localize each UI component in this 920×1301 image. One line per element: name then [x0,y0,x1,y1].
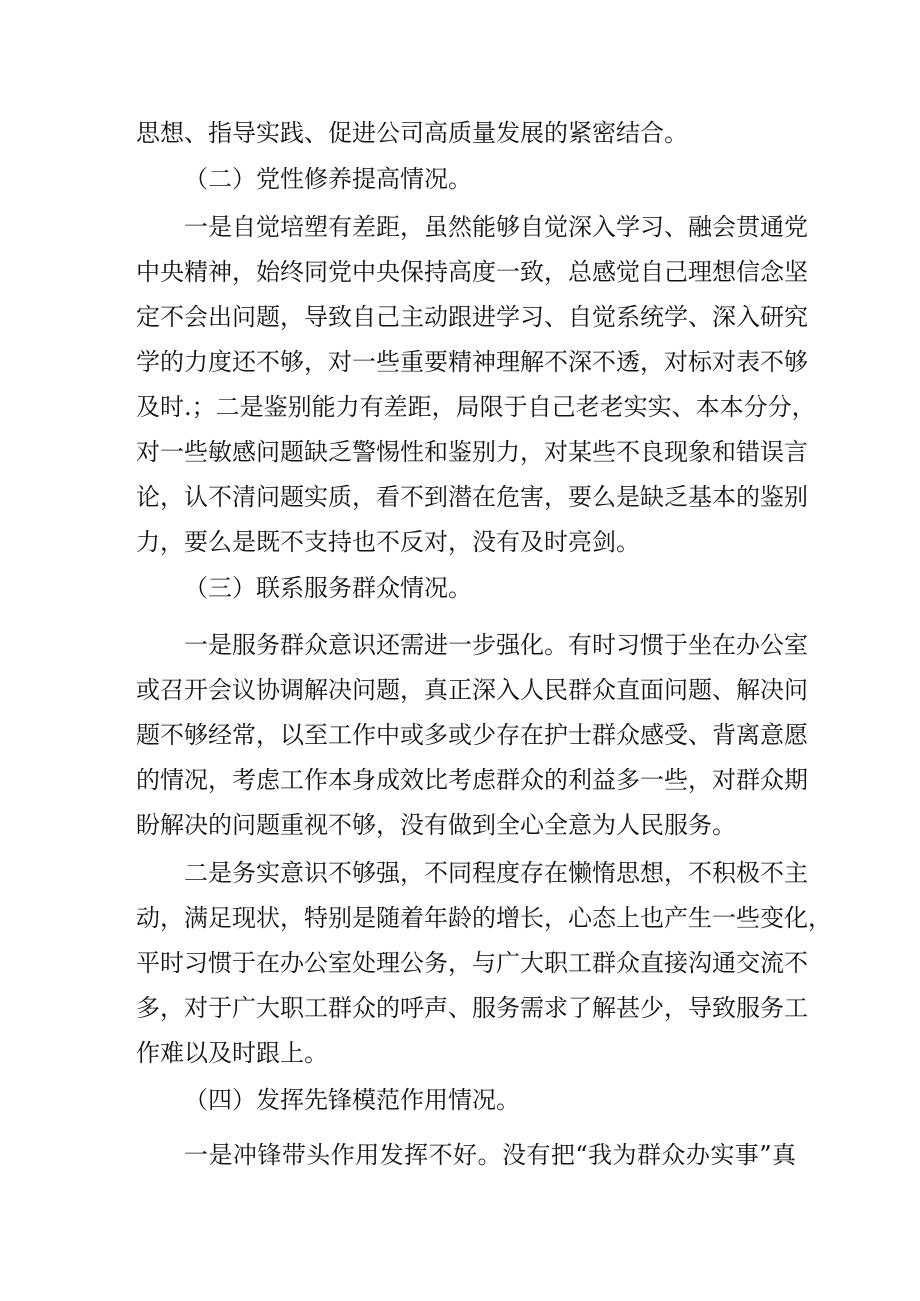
text-line: 动，满足现状，特别是随着年龄的增长，心态上也产生一些变化， [136,904,832,932]
text-line: 力，要么是既不支持也不反对，没有及时亮剑。 [136,528,640,556]
text-line: 或召开会议协调解决问题，真正深入人民群众直面问题、解决问 [136,676,808,704]
text-line: 一是自觉培塑有差距，虽然能够自觉深入学习、融会贯通党 [184,213,808,241]
text-line: 多，对于广大职工群众的呼声、服务需求了解甚少，导致服务工 [136,994,808,1022]
text-line: 作难以及时跟上。 [136,1039,328,1067]
section-heading-4: （四）发挥先锋模范作用情况。 [184,1086,520,1114]
section-heading-3: （三）联系服务群众情况。 [184,574,472,602]
section-heading-2: （二）党性修养提高情况。 [184,165,472,193]
text-line: 的情况，考虑工作本身成效比考虑群众的利益多一些，对群众期 [136,766,808,794]
text-line: 题不够经常，以至工作中或多或少存在护士群众感受、背离意愿 [136,721,808,749]
text-line: 二是务实意识不够强，不同程度存在懒惰思想，不积极不主 [184,859,808,887]
text-line: 论，认不清问题实质，看不到潜在危害，要么是缺乏基本的鉴别 [136,483,808,511]
text-line: 思想、指导实践、促进公司高质量发展的紧密结合。 [136,119,688,147]
text-line: 学的力度还不够，对一些重要精神理解不深不透，对标对表不够 [136,348,808,376]
text-line: 一是服务群众意识还需进一步强化。有时习惯于坐在办公室 [184,631,808,659]
text-line: 及时.；二是鉴别能力有差距，局限于自己老老实实、本本分分， [136,393,816,421]
text-line: 一是冲锋带头作用发挥不好。没有把“我为群众办实事”真 [184,1141,796,1169]
text-line: 平时习惯于在办公室处理公务，与广大职工群众直接沟通交流不 [136,949,808,977]
text-line: 定不会出问题，导致自己主动跟进学习、自觉系统学、深入研究 [136,303,808,331]
text-line: 中央精神，始终同党中央保持高度一致，总感觉自己理想信念坚 [136,258,808,286]
text-line: 对一些敏感问题缺乏警惕性和鉴别力，对某些不良现象和错误言 [136,438,808,466]
text-line: 盼解决的问题重视不够，没有做到全心全意为人民服务。 [136,811,736,839]
